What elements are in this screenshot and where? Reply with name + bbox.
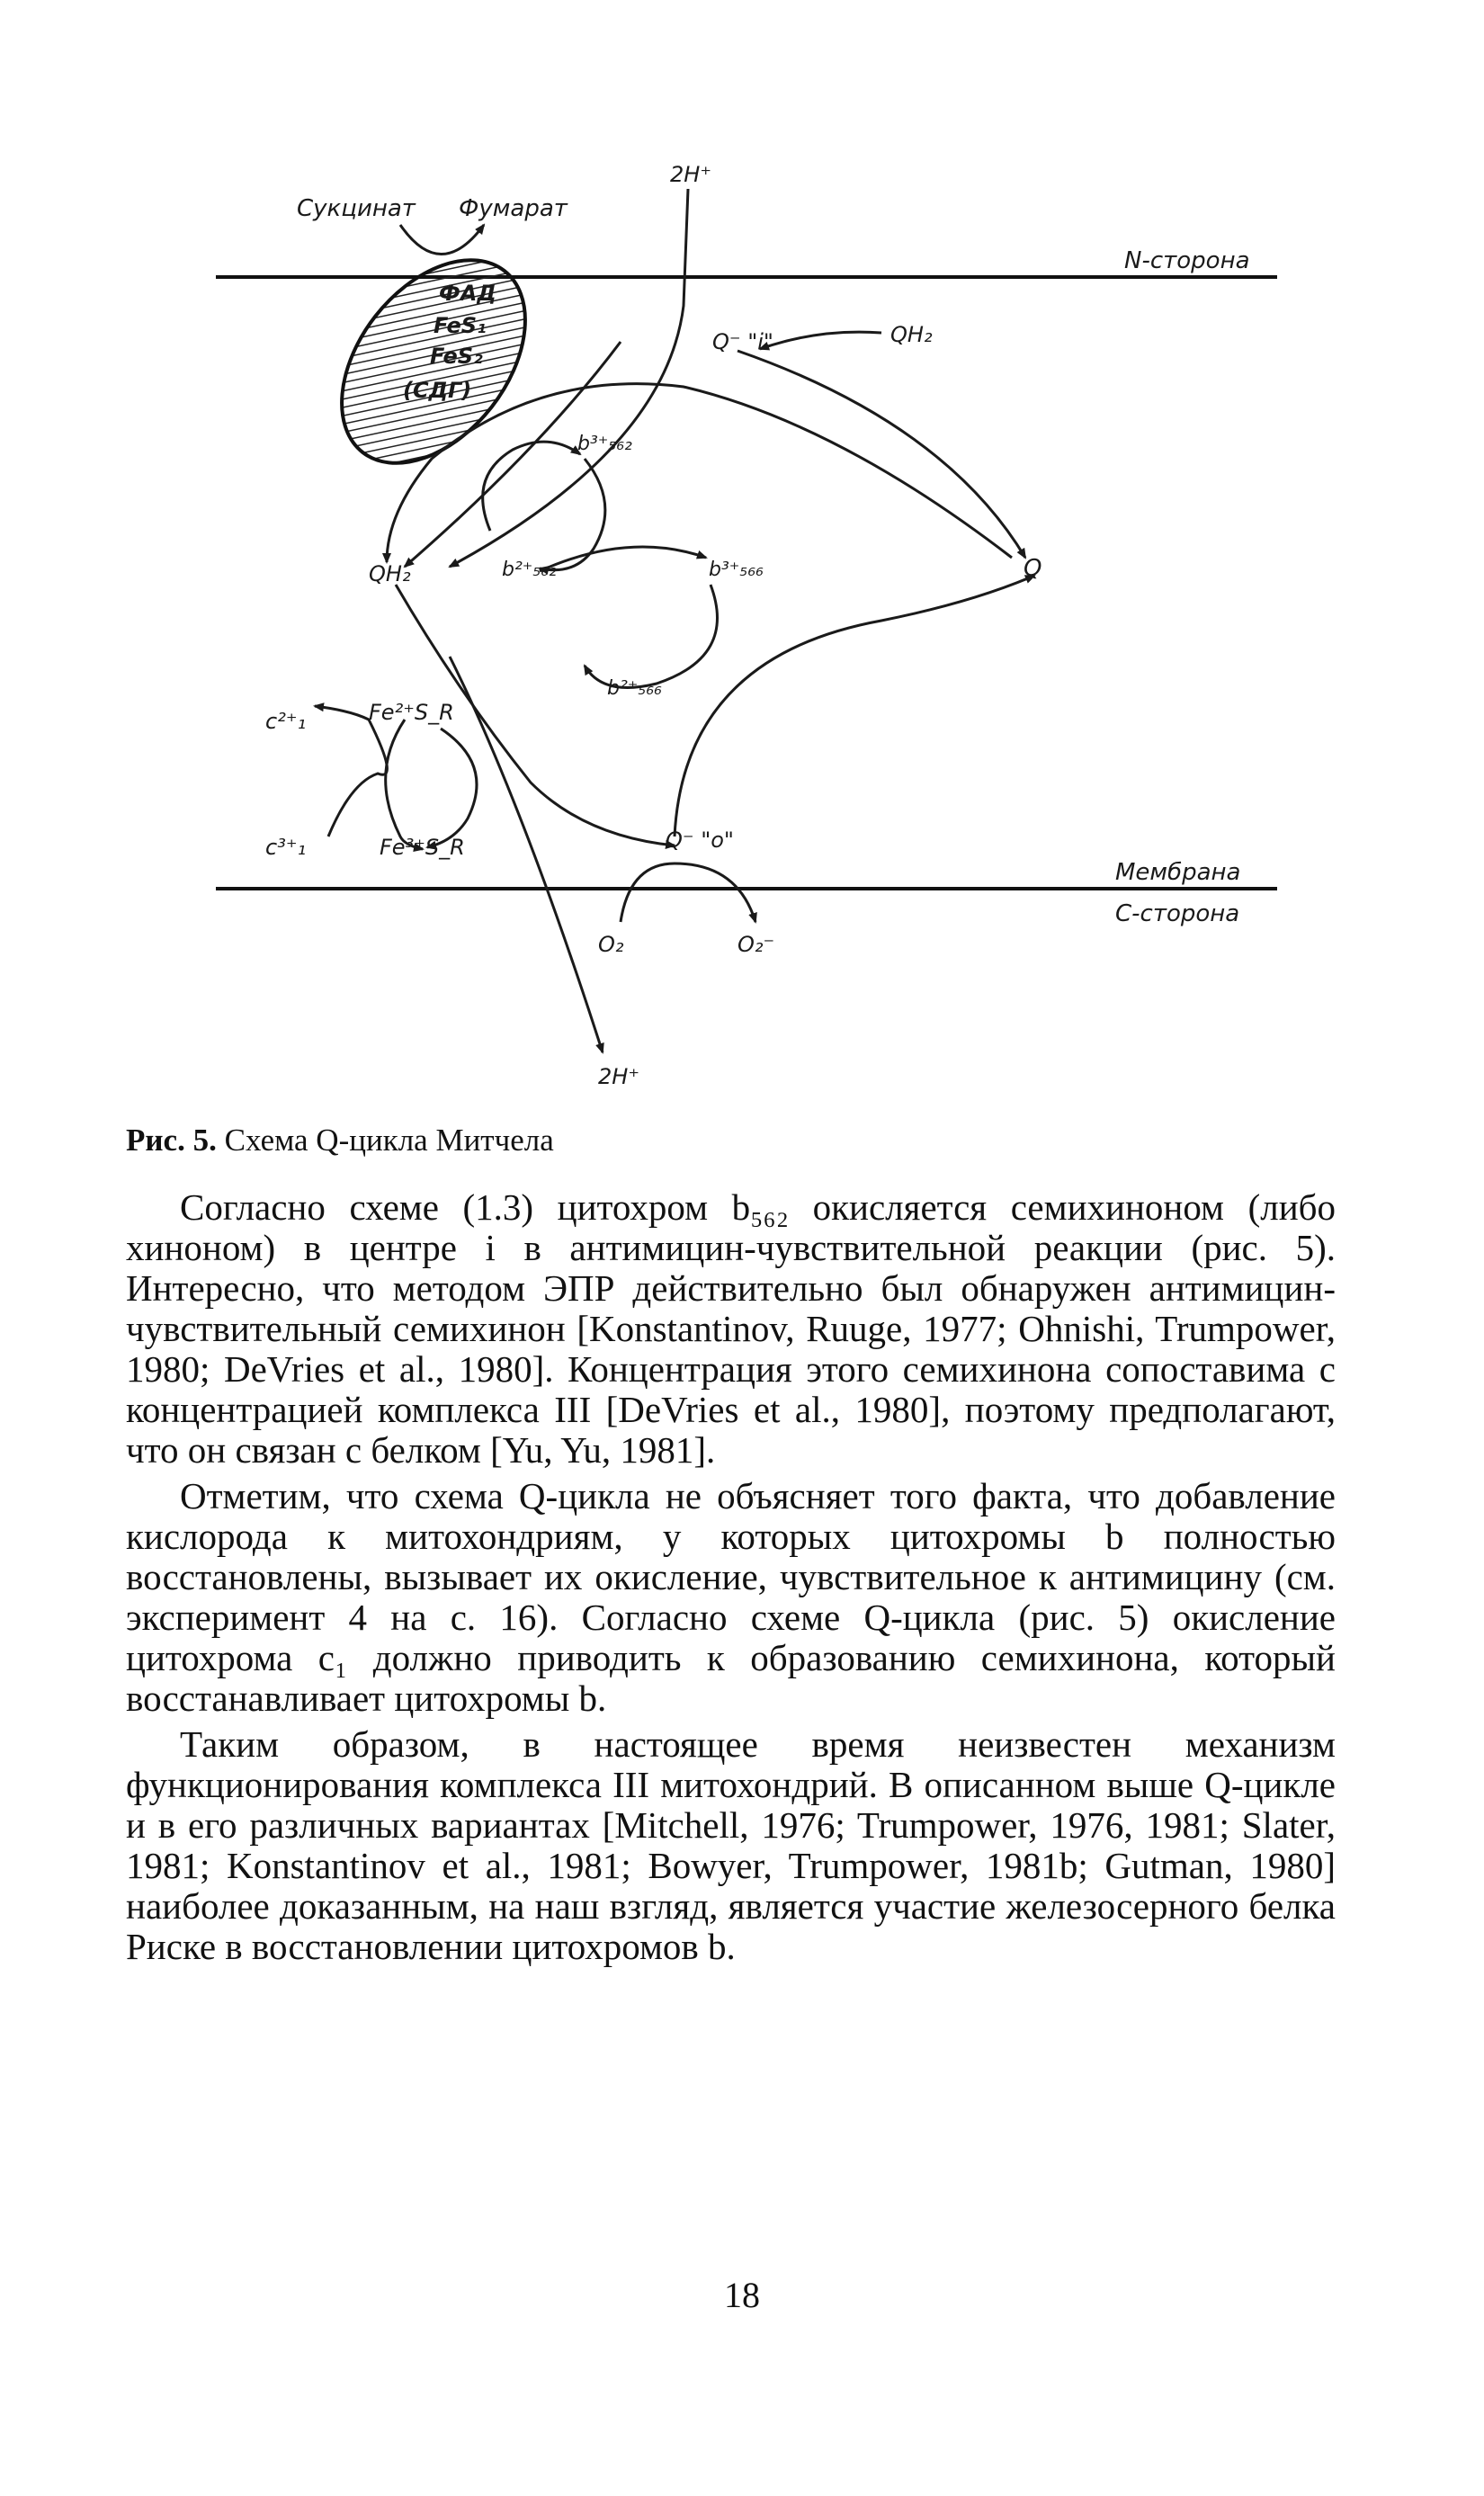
b566-cycle-upper xyxy=(540,547,706,571)
fad-label: ФАД xyxy=(439,281,496,306)
b566-ox-label: b³⁺₅₆₆ xyxy=(709,559,764,581)
paragraph-2: Отметим, что схема Q-цикла не объясняет того факта, что добавление кислорода к митохондриям, у которых цитохромы b полностью восстановлены, вызывает их окисление, чувствительное к антимицину (см. эксперимент 4 на с. 16). Согласно схеме Q-цикла (рис. 5) окисление цитохрома c₁ должно приводить к образованию семихинона, который восстанавливает цитохромы b. xyxy=(126,1475,1336,1719)
paragraph-3: Таким образом, в настоящее время неизвестен механизм функционирования комплекса III митохондрий. В описанном выше Q-цикле и в его различных вариантах [Mitchell, 1976; Trumpower, 1976, 1981; Slater, 1981; Konstantinov et al., 1981; Bowyer, Trumpower, 1981b; Gutman, 1980] наиболее доказанным, на наш взгляд, является участие железосерного белка Риске в восстановлении цитохромов b. xyxy=(126,1723,1336,1967)
c-side-label: C-сторона xyxy=(1115,900,1240,927)
body-text xyxy=(126,1187,1336,1973)
figure-caption xyxy=(126,1123,554,1159)
c1-cross-arrow-2 xyxy=(386,720,423,849)
qh2-left-label: QH₂ xyxy=(369,561,411,586)
fumarate-label: Фумарат xyxy=(459,195,568,222)
oxygen-arrow xyxy=(621,863,755,922)
fes-r-red-label: Fe²⁺S_R xyxy=(369,700,454,725)
fes1-label: FeS₁ xyxy=(434,313,487,338)
q-right-label: Q xyxy=(1024,555,1042,582)
membrane-label: Мембрана xyxy=(1115,859,1241,886)
qo-to-q-arrow xyxy=(675,576,1034,836)
b566-red-label: b²⁺₅₆₆ xyxy=(607,677,662,700)
q-cycle-figure xyxy=(198,153,1313,1106)
succinate-label: Сукцинат xyxy=(297,195,416,222)
succinate-arrow xyxy=(400,225,484,255)
fesr-cycle-right xyxy=(427,729,477,847)
b562-ox-label: b³⁺₅₆₂ xyxy=(577,433,632,455)
b566-cycle-lower xyxy=(585,585,718,688)
caption-text: Схема Q-цикла Митчела xyxy=(224,1123,554,1158)
caption-number: Рис. 5. xyxy=(126,1123,217,1158)
c1-red-label: c²⁺₁ xyxy=(265,709,307,734)
proton-out-label: 2H⁺ xyxy=(598,1064,639,1089)
c1-cross-arrow-1 xyxy=(315,706,387,836)
qh2-to-qi-arrow xyxy=(760,332,881,349)
o2-radical-label: O₂⁻ xyxy=(738,932,775,957)
sdg-label: (СДГ) xyxy=(403,378,472,403)
qh2-top-label: QH₂ xyxy=(890,322,933,347)
page-number: 18 xyxy=(724,2275,760,2315)
b562-red-label: b²⁺₅₆₂ xyxy=(502,559,557,581)
fes2-label: FeS₂ xyxy=(430,344,483,369)
fes-r-ox-label: Fe³⁺S_R xyxy=(380,835,465,860)
proton-in-label: 2H⁺ xyxy=(670,162,711,187)
qi-to-q-arrow xyxy=(738,351,1025,558)
proton-out-path xyxy=(450,657,603,1052)
q-cycle-diagram xyxy=(198,153,1313,1106)
paragraph-1: Согласно схеме (1.3) цитохром b₅₆₂ окисляется семихиноном (либо хиноном) в центре i в антимицин-чувствительной реакции (рис. 5). Интересно, что методом ЭПР действительно был обнаружен антимицин-чувствительный семихинон [Konstantinov, Ruuge, 1977; Ohnishi, Trumpower, 1980; DeVries et al., 1980]. Концентрация этого семихинона сопоставима с концентрацией комплекса III [DeVries et al., 1980], поэтому предполагают, что он связан с белком [Yu, Yu, 1981]. xyxy=(126,1186,1336,1471)
o2-label: O₂ xyxy=(598,932,624,957)
q-center-o-label: Q⁻ "o" xyxy=(666,828,734,853)
q-center-i-label: Q⁻ "i" xyxy=(712,329,773,354)
c1-ox-label: c³⁺₁ xyxy=(265,835,307,860)
n-side-label: N-сторона xyxy=(1124,247,1250,274)
